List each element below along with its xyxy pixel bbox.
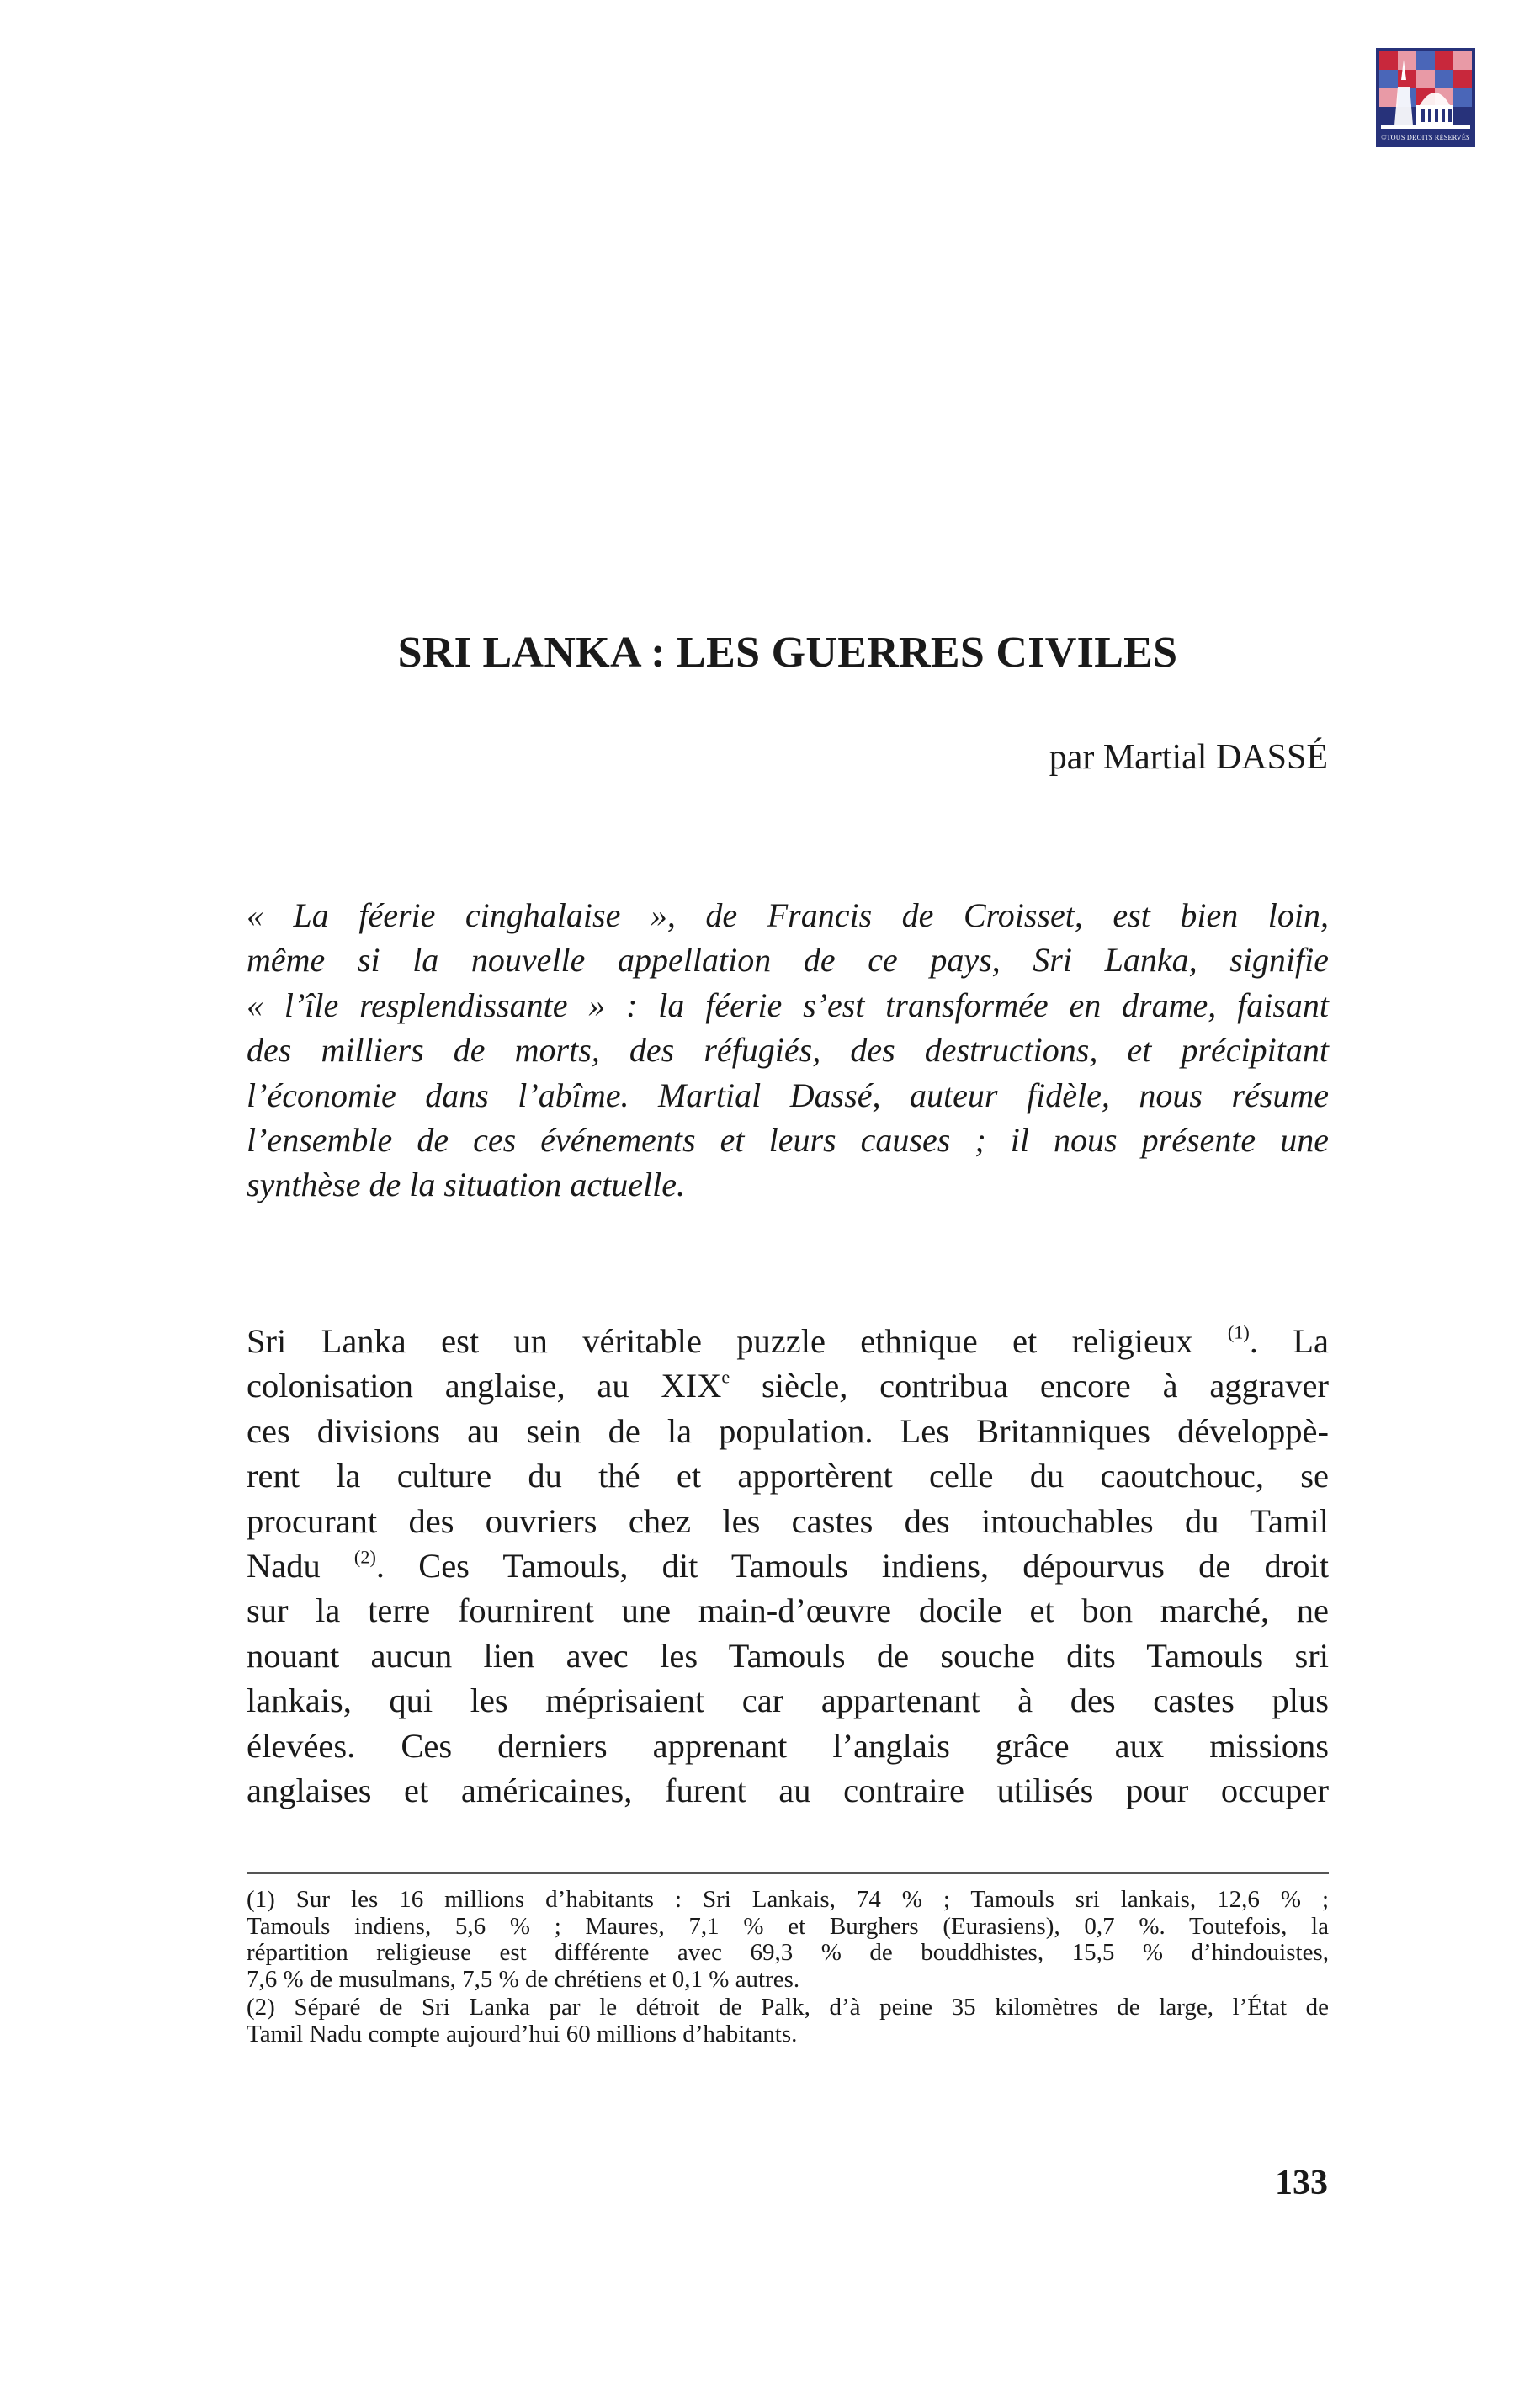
footnote-line: 7,6 % de musulmans, 7,5 % de chrétiens et 0,1 % autres. <box>247 1965 800 1993</box>
footnote-line: (1) Sur les 16 millions d’habitants : Sri Lankais, 74 % ; Tamouls sri lankais, 12,6 % ; <box>247 1886 1329 1913</box>
body-line: procurant des ouvriers chez les castes des intouchables du Tamil <box>247 1501 1329 1540</box>
logo-caption: ©TOUS DROITS RÉSERVÉS <box>1381 134 1470 141</box>
body-line: colonisation anglaise, au XIXe siècle, contribua encore à aggraver <box>247 1366 1329 1405</box>
body-line: élevées. Ces derniers apprenant l’anglais grâce aux missions <box>247 1726 1329 1765</box>
footnote-line: Tamouls indiens, 5,6 % ; Maures, 7,1 % et Burghers (Eurasiens), 0,7 %. Toutefois, la <box>247 1912 1329 1940</box>
article-title: SRI LANKA : LES GUERRES CIVILES <box>397 629 1178 677</box>
body-line: nouant aucun lien avec les Tamouls de souche dits Tamouls sri <box>247 1636 1329 1675</box>
body-line: sur la terre fournirent une main-d’œuvre docile et bon marché, ne <box>247 1591 1329 1630</box>
superscript-e: e <box>721 1366 730 1388</box>
body-line: Sri Lanka est un véritable puzzle ethnique et religieux $^{(1)}$. La <box>247 1321 1329 1360</box>
abstract-line: l’économie dans l’abîme. Martial Dassé, auteur fidèle, nous résume <box>247 1076 1329 1114</box>
footnote-line: (2) Séparé de Sri Lanka par le détroit de Palk, d’à peine 35 kilomètres de large, l’État de <box>247 1994 1329 2021</box>
footnotes <box>247 1887 1329 2048</box>
abstract-line: des milliers de morts, des réfugiés, des destructions, et précipitant <box>247 1031 1329 1070</box>
footnote-line: répartition religieuse est différente avec 69,3 % de bouddhistes, 15,5 % d’hindouistes, <box>247 1939 1329 1966</box>
abstract-line: « La féerie cinghalaise », de Francis de Croisset, est bien loin, <box>247 896 1329 934</box>
footnote-2 <box>247 1995 1329 2048</box>
body-line: Nadu $^{(2)}$. Ces Tamouls, dit Tamouls indiens, dépourvus de droit <box>247 1546 1330 1586</box>
footnote-line: Tamil Nadu compte aujourd’hui 60 millions d’habitants. <box>247 2020 798 2048</box>
footnote-divider <box>247 1872 1329 1874</box>
article-author: par Martial DASSÉ <box>1049 738 1328 777</box>
body-line: lankais, qui les méprisaient car appartenant à des castes plus <box>247 1681 1329 1720</box>
body-line: anglaises et américaines, furent au contraire utilisés pour occuper <box>247 1771 1329 1810</box>
footnote-ref-2[interactable]: (2) <box>353 1546 376 1568</box>
abstract-line: « l’île resplendissante » : la féerie s’est transformée en drame, faisant <box>247 985 1329 1024</box>
article-abstract <box>247 893 1329 1208</box>
abstract-line: l’ensemble de ces événements et leurs causes ; il nous présente une <box>247 1121 1329 1160</box>
footnote-ref-1[interactable]: (1) <box>1227 1321 1250 1343</box>
abstract-line: synthèse de la situation actuelle. <box>247 1166 685 1204</box>
page-number: 133 <box>1275 2164 1328 2202</box>
body-line: ces divisions au sein de la population. Les Britanniques développè- <box>247 1411 1329 1450</box>
footnote-1 <box>247 1887 1329 1993</box>
abstract-line: même si la nouvelle appellation de ce pays, Sri Lanka, signifie <box>247 941 1329 980</box>
publisher-logo-icon <box>1376 48 1475 147</box>
body-paragraph <box>247 1319 1329 1813</box>
body-line: rent la culture du thé et apportèrent celle du caoutchouc, se <box>247 1457 1329 1495</box>
